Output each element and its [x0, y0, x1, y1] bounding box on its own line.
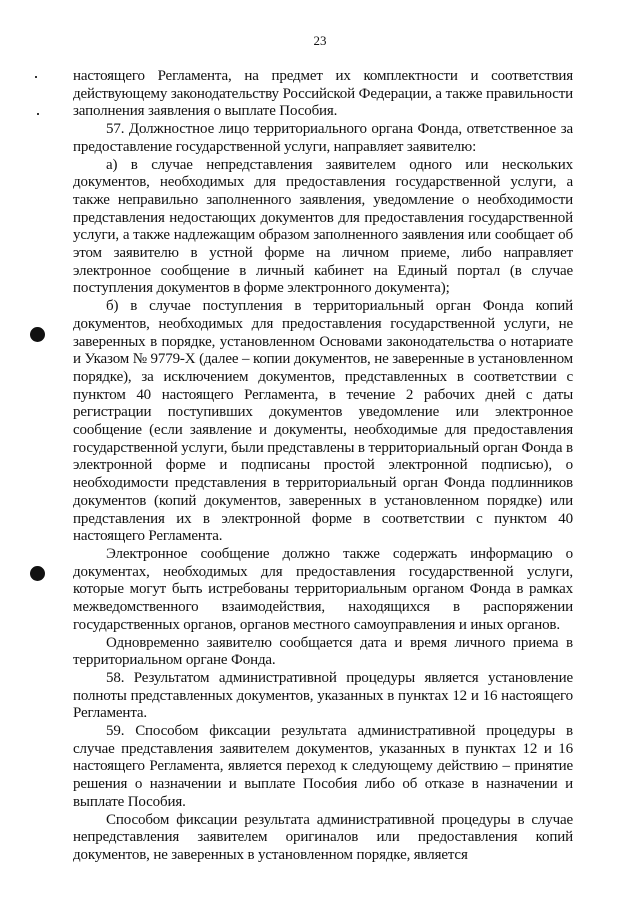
paragraph-appointment: Одновременно заявителю сообщается дата и время личного приема в территориальном органе Фонда.	[73, 634, 573, 669]
paragraph-fixation: Способом фиксации результата административной процедуры в случае непредставления заявителем оригиналов или предоставления копий документов, не заверенных в установленном порядке, является	[73, 811, 573, 863]
paragraph-57a: а) в случае непредставления заявителем одного или нескольких документов, необходимых для предоставления государственной услуги, а также неправильно заполненного заявления, уведомление о необходимости представления недостающих документов для предоставления государственной услуги, а также надлежащим образом заполненного заявления или сообщает об этом заявителю в устной форме на личном приеме, либо направляет электронное сообщение в личный кабинет на Единый портал (в случае поступления документов в форме электронного документа);	[73, 156, 573, 297]
page-number: 23	[313, 33, 327, 48]
scan-speck	[35, 76, 37, 78]
paragraph-57: 57. Должностное лицо территориального органа Фонда, ответственное за предоставление государственной услуги, направляет заявителю:	[73, 121, 573, 155]
paragraph-electronic-message: Электронное сообщение должно также содержать информацию о документах, необходимых для предоставления государственной услуги, которые могут быть истребованы территориальным органом Фонда в рамках межведомственного взаимодействия, находящихся в распоряжении государственных органов, органов местного самоуправления и иных органов.	[73, 545, 573, 633]
document-body	[73, 68, 573, 865]
scan-speck	[37, 113, 39, 115]
paragraph-58: 58. Результатом административной процедуры является установление полноты представленных документов, указанных в пунктах 12 и 16 настоящего Регламента.	[73, 669, 573, 722]
paragraph-59: 59. Способом фиксации результата административной процедуры в случае представления заявителем документов, указанных в пунктах 12 и 16 настоящего Регламента, является переход к следующему действию – принятие решения о назначении и выплате Пособия либо об отказе в назначении и выплате Пособия.	[73, 723, 573, 810]
punch-hole-bottom	[30, 566, 45, 581]
paragraph-continuation: настоящего Регламента, на предмет их комплектности и соответствия действующему законодательству Российской Федерации, а также правильности заполнения заявления о выплате Пособия.	[73, 68, 573, 120]
punch-hole-top	[30, 327, 45, 342]
paragraph-57b: б) в случае поступления в территориальный орган Фонда копий документов, необходимых для предоставления государственной услуги, не заверенных в порядке, установленном Основами законодательства о нотариате и Указом № 9779-Х (далее – копии документов, не заверенные в установленном порядке), за исключением документов, представленных в соответствии с пунктом 40 настоящего Регламента, в течение 2 рабочих дней с даты регистрации поступивших документов уведомление или электронное сообщение (если заявление и документы, необходимые для предоставления государственной услуги, были представлены в территориальный орган Фонда в электронной форме и подписаны простой электронной подписью), о необходимости представления в территориальный орган Фонда подлинников документов (копий документов, заверенных в установленном порядке) или представления их в электронной форме в соответствии с пунктом 40 настоящего Регламента.	[73, 298, 573, 545]
